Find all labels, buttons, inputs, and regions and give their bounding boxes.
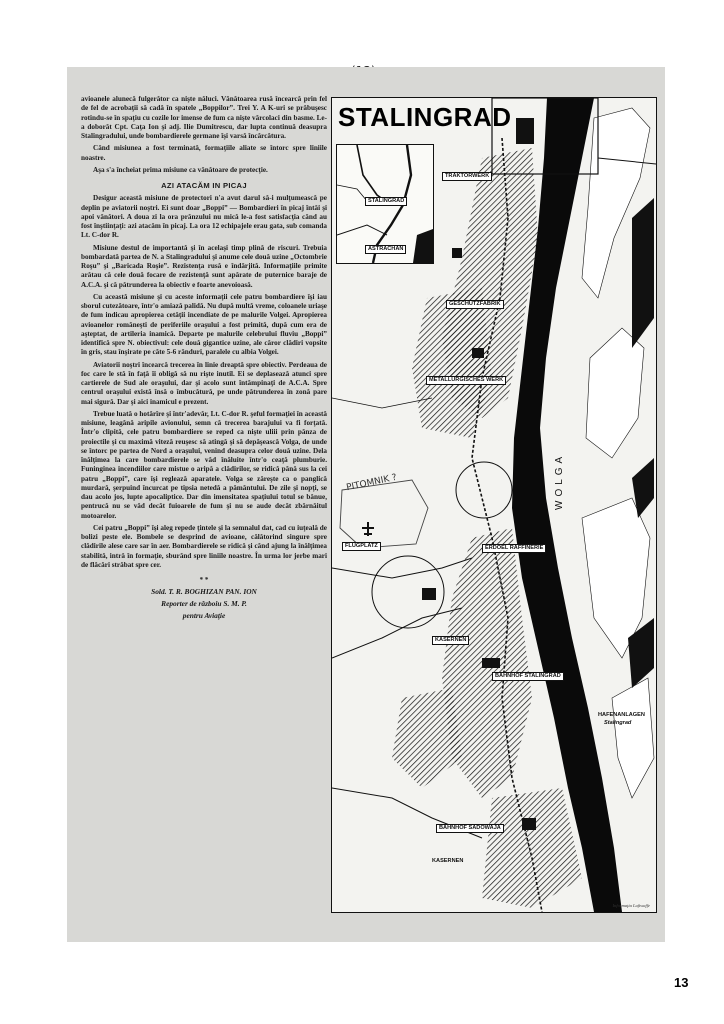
signature-name: Sold. T. R. BOGHIZAN PAN. ION [151, 587, 257, 597]
map-credit: Informaţia Luftwaffe [612, 903, 650, 908]
paragraph-8: Trebue luată o hotărîre şi într'adevăr, Lt. C-dor R. şeful formaţiei în această misiune, leagănă aripile avionului, semn că trecerea barajului va fi forţată. Într'o clipită, cele patru bombardiere se reped ca nişte uliii prin pânza de proiectile şi cu maximă viteză reuşesc să atingă şi să depăşească Volga, de unde se întorc pe partea de Nord a oraşului, venind deasupra celor două uzine. Dela înălţimea la care bombardierele se văd înăluite într'o ceaţă plumburie. Funinginea incendiilor care mistue o aripă a clădirilor, se ridică până sus la cei patru „Boppi”, care îşi reglează aparatele. Volga se zăreşte ca o panglică murdară, şerpuind încurcat pe tipsia netedă a pământului. De zile şi nopţi, se dau acolo jos, lupte apocalipticе. Dar din imensitatea spaţiului totul se bănue, pentrucă nu se văd decât fuioarele de fum şi nu se aude decât zbârnâitul motoarelor. [81, 409, 327, 520]
label-flugplatz: FLUGPLATZ [342, 542, 381, 551]
article-column [81, 95, 327, 895]
section-heading: AZI ATACĂM IN PICAJ [161, 181, 247, 190]
paragraph-2: Când misiunea a fost terminată, formaţiile aliate se întorc spre liniile noastre. [81, 144, 327, 162]
paragraph-7: Aviatorii noştri încearcă trecerea în linie dreaptă spre obiectiv. Perdeaua de foc care le stă în faţă îi obligă să nu rişte inutil. Ei se deplasează atunci spre cartierele de Sud ale oraşului, dar şi acolo sunt întâmpinaţi de A.C.A. Spre centrul oraşului există însă o îmbucătură, pe unde pătrunderea în zonă pare mai sigură. Dar şi aici inamicul e prezent. [81, 360, 327, 406]
label-metallurgisches-werk: METALLURGISCHES WERK [426, 376, 506, 385]
page-number: 13 [674, 975, 689, 990]
paragraph-3: Aşa s'a încheiat prima misiune ca vânătoare de protecţie. [93, 165, 268, 174]
scanned-page [67, 67, 665, 942]
signature-unit: pentru Aviaţie [182, 611, 226, 621]
label-hafen-stalingrad: Stalingrad [604, 720, 632, 726]
label-bahnhof-sadowaja: BAHNHOF SADOWAJA [436, 824, 504, 833]
pencil-note-pitomnik: PITOMNIK ? [345, 472, 398, 494]
paragraph-1: avioanele alunecă fulgerător ca nişte năluci. Vânătoarea rusă încearcă prin fel de fel de acrobaţii să cadă în spatele „Boppilor”. Trei Y. A K-uri se prăbuşesc rotindu-se în spaţiu cu cozile lor imense de fum ca nişte vârcolaci din basme. Le-a doborât Cpt. Caţa Ion şi adj. Ilie Dumitrescu, dar lupta continuă deasupra Stalingradului, unde bombardierele germane îşi varsă încărcătura. [81, 95, 327, 140]
paragraph-6: Cu această misiune şi cu aceste informaţii cele patru bombardiere îşi iau sborul cutezătoare, într'o amiază palidă. Nu după multă vreme, coloanele uriaşe de fum indicau apropierea cetăţii incendiate de pe malurile Volgei. Apropierea avioanelor româneşti de periferiile oraşului a fost primită, după cum era de aşteptat, de artileria inamică. Departe pe malurile celebrului fluviu „Boppi” identifică spre N. obiectivul: cele două gigantice uzine, ale căror clădiri vopsite în gris, stau înşirate pe câte 5-6 rânduri, paralele cu albia Volgei. [81, 292, 327, 357]
label-bahnhof-stalingrad: BAHNHOF STALINGRAD [492, 672, 564, 681]
label-volga-river: WOLGA [554, 452, 565, 510]
label-kasernen-south: KASERNEN [432, 858, 464, 864]
inset-label-stalingrad: STALINGRAD [365, 197, 407, 206]
label-erdoel-raffinerie: ERDOEL RAFFINERIE [482, 544, 546, 553]
signature-role: Reporter de războiu S. M. P. [161, 599, 247, 609]
paragraph-9: Cei patru „Boppi” îşi aleg repede ţintele şi la semnalul dat, cad cu iuţeală de bolizi peste ele. Bombele se desprind de avioane, călătorind singure spre clădirile alese care sar în aer. Bombardierele se ridică şi când ajung la înălţimea stabilită, intră în formaţie, sburând spre liniile noastre. În urma lor jerbe mari de flăcări străbat spre cer. [81, 523, 327, 569]
map-title: STALINGRAD [338, 102, 512, 132]
paragraph-5: Misiune destul de importantă şi în acelaşi timp plină de riscuri. Trebuia bombardată partea de N. a Stalingradului şi anume cele două uzine „Octombrie Roşu” şi „Baricada Roşie”. Rezistenţa rusă e îndârjită. Informaţiile primite arătau că cele două focare de rezistenţă sunt apărate de puternice baraje de A.C.A. şi că pătrunderea la obiectiv e foarte anevoioasă. [81, 243, 327, 289]
stalingrad-map [331, 97, 657, 913]
inset-map [336, 144, 434, 264]
label-geschuetzfabrik: GESCHÜTZFABRIK [446, 300, 504, 309]
inset-label-astrachan: ASTRACHAN [365, 245, 406, 254]
label-traktorwerk: TRAKTORWERK [442, 172, 492, 181]
separator-stars: * * [199, 576, 209, 584]
label-hafenanlagen: HAFENANLAGEN [598, 712, 645, 718]
paragraph-4: Desigur această misiune de protectori n'a avut darul să-i mulţumească pe deplin pe aviatorii noştri. Ei sunt doar „Boppi” — Bombardieri în picaj întâi şi apoi vânători. A doua zi la ora prânzului nu mică le-a fost satisfacţia când au fost înştiinţaţi: azi atacăm în picaj. La ora 12 echipajele erau gata, sub comanda Lt. C-dor R. [81, 194, 327, 240]
label-kasernen-north: KASERNEN [432, 636, 469, 645]
